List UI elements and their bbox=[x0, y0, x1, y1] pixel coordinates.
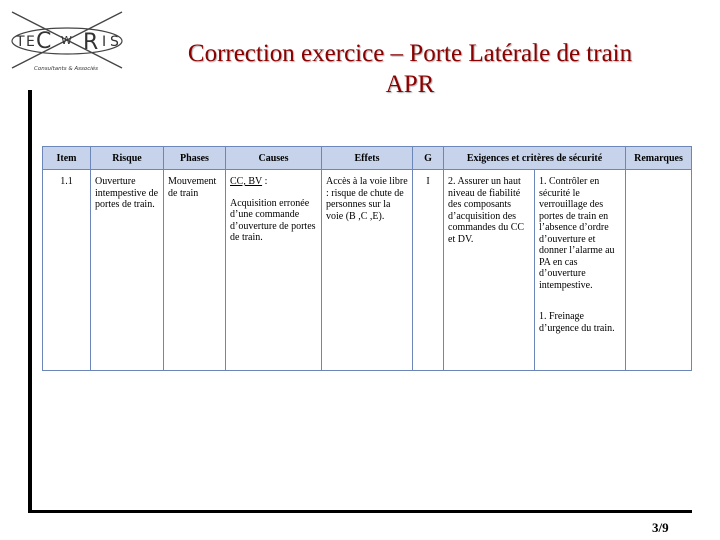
logo-letter-c: C bbox=[36, 29, 52, 54]
cell-remarques bbox=[626, 170, 692, 371]
title-line-2: APR bbox=[385, 71, 435, 98]
table-header-row bbox=[43, 147, 692, 170]
causes-body: Acquisition erronée d’une commande d’ouverture de portes de train. bbox=[230, 197, 316, 243]
logo-letter-i: I bbox=[102, 34, 107, 50]
logo-letter-s: S bbox=[110, 34, 119, 50]
header-item: Item bbox=[43, 147, 91, 170]
header-phases: Phases bbox=[164, 147, 226, 170]
title-line-1: Correction exercice – Porte Latérale de train bbox=[187, 40, 633, 67]
cell-risque: Ouverture intempestive de portes de train. bbox=[91, 170, 164, 371]
logo-letter-t: T bbox=[16, 34, 25, 50]
logo-letter-r: R bbox=[83, 30, 99, 55]
cell-effets: Accès à la voie libre : risque de chute de personnes sur la voie (B ,C ,E). bbox=[322, 170, 413, 371]
criteres-item-2: 1. Freinage d’urgence du train. bbox=[539, 311, 615, 334]
page-number: 3/9 bbox=[652, 520, 669, 535]
left-frame-line bbox=[28, 90, 32, 512]
cell-causes bbox=[226, 170, 322, 371]
cell-phases: Mouvement de train bbox=[164, 170, 226, 371]
table-row bbox=[43, 170, 692, 371]
logo-tagline: Consultants & Associés bbox=[34, 66, 99, 72]
causes-head-suffix: : bbox=[262, 176, 268, 187]
cell-g: I bbox=[413, 170, 444, 371]
header-effets: Effets bbox=[322, 147, 413, 170]
header-exigences: Exigences et critères de sécurité bbox=[444, 147, 626, 170]
cell-exigences: 2. Assurer un haut niveau de fiabilité des composants d’acquisition des commandes du CC et DV. bbox=[444, 170, 535, 371]
apr-table bbox=[42, 146, 692, 371]
bottom-frame-line bbox=[28, 510, 692, 513]
cell-item: 1.1 bbox=[43, 170, 91, 371]
logo-letter-w: W bbox=[61, 34, 72, 47]
criteres-item-1: 1. Contrôler en sécurité le verrouillage des portes de train en l’absence d’ordre d’ouverture et donner l’alarme au PA en cas d’ouverture intempestive. bbox=[539, 176, 615, 291]
logo-letter-e: E bbox=[26, 34, 35, 50]
cell-criteres bbox=[535, 170, 626, 371]
page-title bbox=[128, 38, 692, 100]
header-remarques: Remarques bbox=[626, 147, 692, 170]
header-g: G bbox=[413, 147, 444, 170]
tecwris-logo bbox=[8, 8, 126, 72]
causes-head bbox=[230, 176, 267, 187]
header-risque: Risque bbox=[91, 147, 164, 170]
causes-head-label: CC, BV bbox=[230, 176, 263, 187]
header-causes: Causes bbox=[226, 147, 322, 170]
